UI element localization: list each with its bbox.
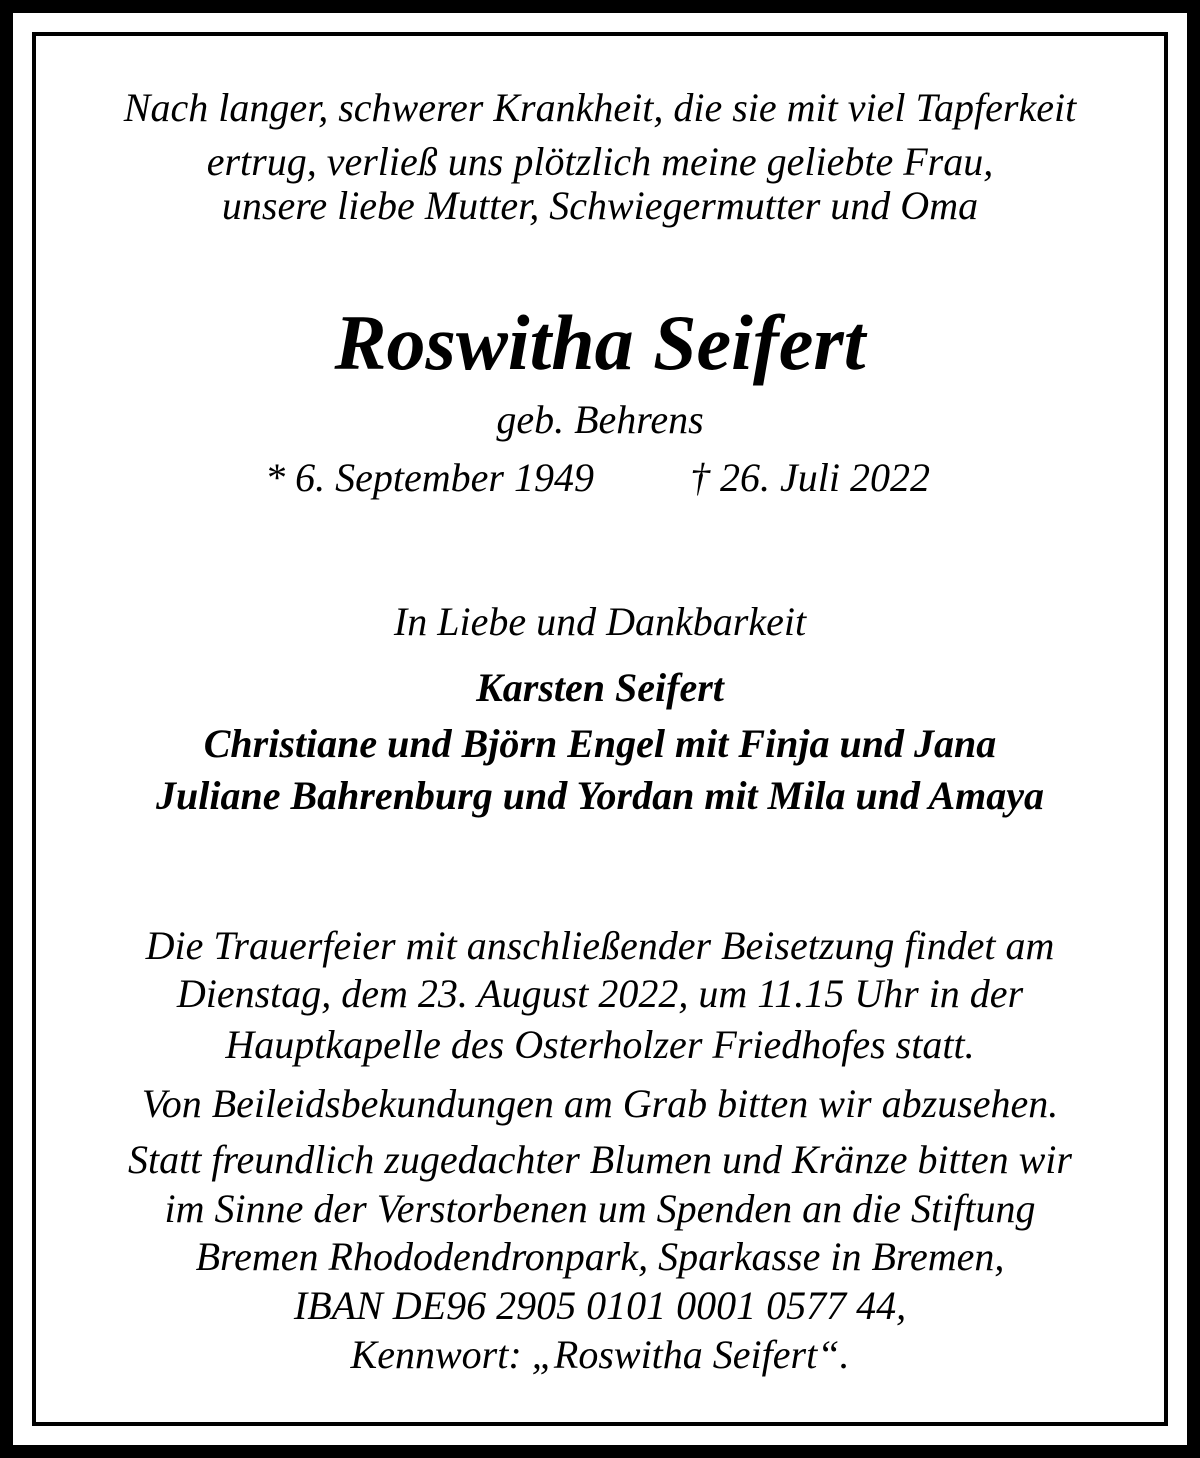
intro-line-3: unsere liebe Mutter, Schwiegermutter und Oma (221, 183, 979, 228)
funeral-line-2: Dienstag, dem 23. August 2022, um 11.15 Uhr in der (176, 971, 1024, 1016)
mourner-line-1: Karsten Seifert (476, 665, 724, 710)
donation-line-1: Statt freundlich zugedachter Blumen und Kränze bitten wir (128, 1137, 1072, 1182)
death-date: † 26. Juli 2022 (690, 455, 930, 500)
condolence-notice: Von Beileidsbekundungen am Grab bitten wir abzusehen. (141, 1081, 1059, 1126)
donation-line-keyword: Kennwort: „Roswitha Seifert“. (350, 1332, 850, 1377)
mourner-line-3: Juliane Bahrenburg und Yordan mit Mila und Amaya (155, 773, 1045, 818)
life-dates (0, 452, 1200, 504)
funeral-line-3: Hauptkapelle des Osterholzer Friedhofes statt. (225, 1022, 975, 1067)
intro-line-1: Nach langer, schwerer Krankheit, die sie mit viel Tapferkeit (123, 85, 1077, 130)
intro-line-2: ertrug, verließ uns plötzlich meine geliebte Frau, (206, 139, 994, 184)
dedication: In Liebe und Dankbarkeit (393, 599, 807, 644)
birth-name: geb. Behrens (496, 397, 704, 442)
donation-line-iban: IBAN DE96 2905 0101 0001 0577 44, (293, 1283, 907, 1328)
deceased-name: Roswitha Seifert (334, 299, 866, 386)
donation-line-3: Bremen Rhododendronpark, Sparkasse in Bremen, (195, 1234, 1005, 1279)
donation-line-2: im Sinne der Verstorbenen um Spenden an die Stiftung (164, 1186, 1036, 1231)
birth-date: * 6. September 1949 (265, 455, 594, 500)
funeral-line-1: Die Trauerfeier mit anschließender Beisetzung findet am (145, 923, 1055, 968)
mourner-line-2: Christiane und Björn Engel mit Finja und Jana (203, 721, 997, 766)
